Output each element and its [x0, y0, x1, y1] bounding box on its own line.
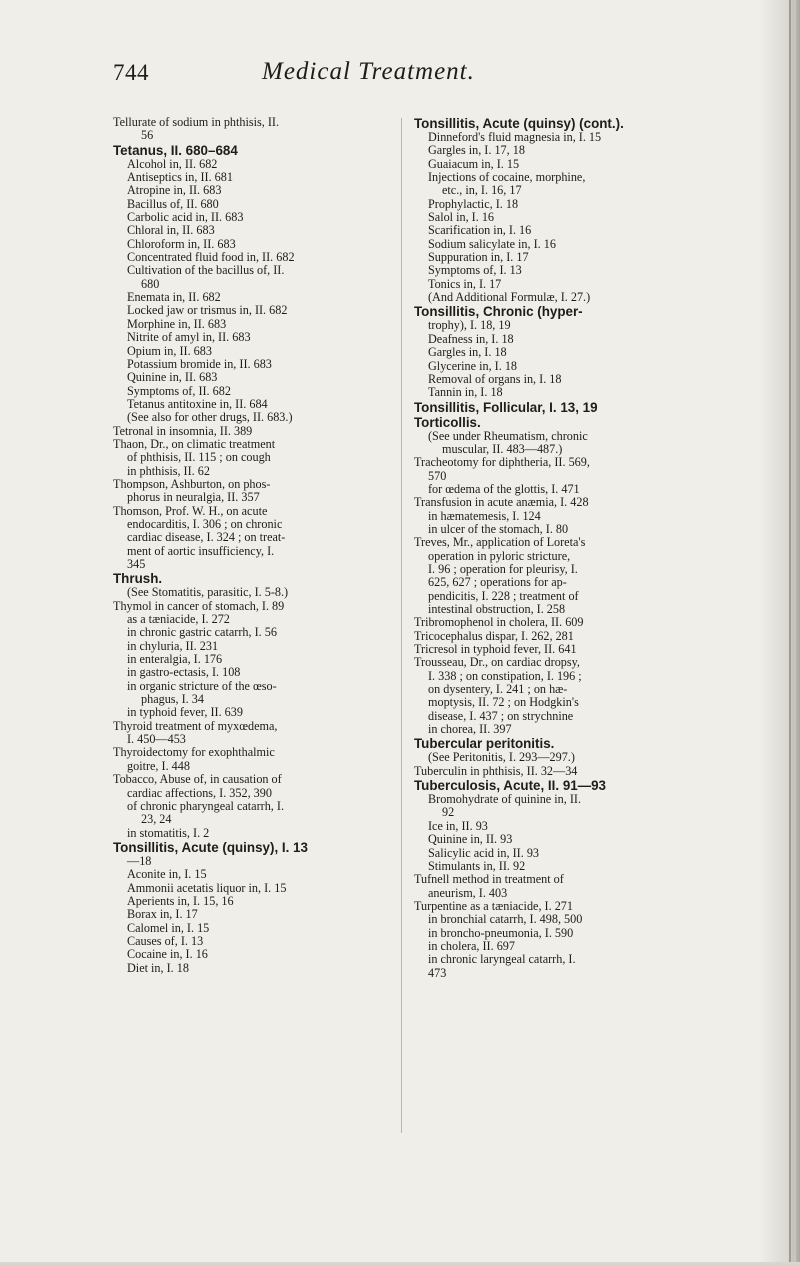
page-edge-line: [789, 0, 791, 1265]
index-entry: Cultivation of the bacillus of, II.: [127, 263, 285, 278]
index-entry: on dysentery, I. 241 ; on hæ-: [428, 682, 568, 697]
index-entry: moptysis, II. 72 ; on Hodgkin's: [428, 695, 579, 710]
index-entry: Stimulants in, II. 92: [428, 858, 526, 873]
index-heading: Thrush.: [113, 571, 163, 587]
index-column-left: [113, 116, 388, 975]
index-entry: Turpentine as a tæniacide, I. 271: [414, 898, 573, 913]
index-entry: Causes of, I. 13: [127, 933, 204, 948]
index-entry: Symptoms of, II. 682: [127, 383, 231, 398]
index-heading: Tetanus, II. 680–684: [113, 142, 238, 158]
index-entry: Tracheotomy for diphtheria, II. 569,: [414, 455, 590, 470]
index-entry: Aconite in, I. 15: [127, 867, 207, 882]
index-heading: Tonsillitis, Follicular, I. 13, 19: [414, 399, 598, 415]
index-entry: Nitrite of amyl in, II. 683: [127, 330, 251, 345]
index-entry: Carbolic acid in, II. 683: [127, 210, 244, 225]
index-entry: Ammonii acetatis liquor in, I. 15: [127, 880, 287, 895]
index-entry: 56: [141, 128, 154, 143]
index-entry: Gargles in, I. 18: [428, 345, 507, 360]
index-entry: ment of aortic insufficiency, I.: [127, 543, 275, 558]
index-entry: Thompson, Ashburton, on phos-: [113, 476, 271, 491]
index-entry: 473: [428, 965, 447, 980]
index-entry: Tellurate of sodium in phthisis, II.: [113, 115, 280, 129]
page-edge-line-outer: [794, 0, 796, 1265]
index-entry: Thaon, Dr., on climatic treatment: [113, 436, 276, 451]
index-entry: of chronic pharyngeal catarrh, I.: [127, 798, 285, 813]
index-entry: Scarification in, I. 16: [428, 223, 532, 238]
index-entry: as a tæniacide, I. 272: [127, 612, 230, 627]
index-entry: cardiac disease, I. 324 ; on treat-: [127, 530, 286, 545]
index-entry: I. 338 ; on constipation, I. 196 ;: [428, 668, 582, 683]
index-entry: Quinine in, II. 683: [127, 370, 218, 385]
index-entry: —18: [127, 853, 152, 868]
index-entry: (See under Rheumatism, chronic: [428, 428, 588, 443]
index-entry: Bromohydrate of quinine in, II.: [428, 792, 581, 807]
index-entry: Thyroidectomy for exophthalmic: [113, 745, 275, 760]
index-entry: in bronchial catarrh, I. 498, 500: [428, 912, 583, 927]
index-entry: of phthisis, II. 115 ; on cough: [127, 450, 271, 465]
running-head: Medical Treatment.: [262, 58, 475, 85]
column-divider: [401, 118, 402, 1133]
index-heading: Torticollis.: [414, 414, 481, 430]
index-entry: Thomson, Prof. W. H., on acute: [113, 503, 268, 518]
index-entry: Suppuration in, I. 17: [428, 250, 529, 265]
index-entry: Tricocephalus dispar, I. 262, 281: [414, 628, 574, 643]
index-entry: I. 96 ; operation for pleurisy, I.: [428, 561, 578, 576]
index-entry: Deafness in, I. 18: [428, 331, 514, 346]
index-entry: goitre, I. 448: [127, 758, 190, 773]
index-entry: Prophylactic, I. 18: [428, 196, 519, 211]
index-entry: Injections of cocaine, morphine,: [428, 170, 586, 185]
index-entry: 23, 24: [141, 812, 172, 827]
index-entry: Morphine in, II. 683: [127, 316, 227, 331]
index-entry: Antiseptics in, II. 681: [127, 170, 233, 185]
index-entry: Locked jaw or trismus in, II. 682: [127, 303, 288, 318]
index-entry: Enemata in, II. 682: [127, 290, 221, 305]
index-entry: in chronic laryngeal catarrh, I.: [428, 952, 576, 967]
index-entry: Tobacco, Abuse of, in causation of: [113, 772, 282, 787]
index-entry: Salicylic acid in, II. 93: [428, 845, 540, 860]
index-entry: Glycerine in, I. 18: [428, 358, 518, 373]
index-heading: Tonsillitis, Acute (quinsy) (cont.).: [414, 116, 624, 131]
index-entry: 570: [428, 468, 447, 483]
index-entry: Bacillus of, II. 680: [127, 196, 219, 211]
index-entry: (See also for other drugs, II. 683.): [127, 410, 293, 425]
index-entry: (See Peritonitis, I. 293—297.): [428, 750, 575, 765]
index-entry: Salol in, I. 16: [428, 210, 495, 225]
index-entry: Removal of organs in, I. 18: [428, 371, 562, 386]
index-entry: (See Stomatitis, parasitic, I. 5-8.): [127, 585, 289, 600]
index-entry: in stomatitis, I. 2: [127, 825, 210, 840]
index-entry: pendicitis, I. 228 ; treatment of: [428, 588, 579, 603]
index-column-right: [414, 116, 704, 980]
index-entry: in broncho-pneumonia, I. 590: [428, 925, 574, 940]
index-entry: Dinneford's fluid magnesia in, I. 15: [428, 130, 602, 144]
index-entry: in phthisis, II. 62: [127, 463, 210, 478]
index-entry: Chloroform in, II. 683: [127, 236, 236, 251]
index-entry: I. 450—453: [127, 732, 186, 747]
index-entry: operation in pyloric stricture,: [428, 548, 571, 563]
index-entry: 345: [127, 557, 146, 571]
index-entry: Thymol in cancer of stomach, I. 89: [113, 598, 285, 613]
index-entry: in ulcer of the stomach, I. 80: [428, 521, 569, 536]
index-entry: Tetanus antitoxine in, II. 684: [127, 396, 268, 411]
index-entry: in hæmatemesis, I. 124: [428, 508, 541, 523]
index-entry: Symptoms of, I. 13: [428, 263, 522, 278]
index-entry: etc., in, I. 16, 17: [442, 183, 522, 198]
index-entry: Chloral in, II. 683: [127, 223, 215, 238]
index-entry: Tricresol in typhoid fever, II. 641: [414, 642, 577, 657]
index-entry: Thyroid treatment of myxœdema,: [113, 718, 278, 733]
index-entry: in chronic gastric catarrh, I. 56: [127, 625, 277, 640]
index-entry: in typhoid fever, II. 639: [127, 705, 243, 720]
index-entry: in enteralgia, I. 176: [127, 652, 223, 667]
index-entry: Transfusion in acute anæmia, I. 428: [414, 495, 589, 510]
index-entry: in organic stricture of the œso-: [127, 678, 277, 693]
index-entry: Tetronal in insomnia, II. 389: [113, 423, 253, 438]
index-entry: disease, I. 437 ; on strychnine: [428, 708, 574, 723]
index-entry: in chorea, II. 397: [428, 722, 512, 737]
index-entry: Ice in, II. 93: [428, 818, 488, 833]
index-entry: cardiac affections, I. 352, 390: [127, 785, 272, 800]
index-entry: Quinine in, II. 93: [428, 832, 513, 847]
index-entry: endocarditis, I. 306 ; on chronic: [127, 516, 283, 531]
index-heading: Tuberculosis, Acute, II. 91—93: [414, 778, 606, 794]
index-entry: intestinal obstruction, I. 258: [428, 602, 566, 616]
index-entry: Guaiacum in, I. 15: [428, 156, 520, 171]
index-entry: in chyluria, II. 231: [127, 638, 219, 653]
index-entry: for œdema of the glottis, I. 471: [428, 481, 580, 496]
index-entry: Sodium salicylate in, I. 16: [428, 236, 556, 251]
index-heading: Tonsillitis, Chronic (hyper-: [414, 304, 583, 320]
index-entry: Tonics in, I. 17: [428, 276, 502, 291]
index-entry: phorus in neuralgia, II. 357: [127, 490, 260, 505]
index-heading: Tubercular peritonitis.: [414, 736, 555, 752]
index-entry: Gargles in, I. 17, 18: [428, 143, 525, 158]
index-entry: trophy), I. 18, 19: [428, 318, 511, 333]
index-entry: Potassium bromide in, II. 683: [127, 356, 272, 371]
index-entry: Alcohol in, II. 682: [127, 156, 218, 171]
index-entry: Trousseau, Dr., on cardiac dropsy,: [414, 655, 580, 670]
index-heading: Tonsillitis, Acute (quinsy), I. 13: [113, 839, 308, 855]
index-entry: Borax in, I. 17: [127, 907, 198, 922]
index-entry: Tribromophenol in cholera, II. 609: [414, 615, 584, 630]
index-entry: Tuberculin in phthisis, II. 32—34: [414, 763, 578, 778]
index-entry: (And Additional Formulæ, I. 27.): [428, 290, 591, 305]
index-entry: Aperients in, I. 15, 16: [127, 893, 234, 908]
index-entry: Concentrated fluid food in, II. 682: [127, 250, 295, 265]
index-entry: 92: [442, 805, 455, 820]
page-number: 744: [113, 60, 149, 85]
index-entry: Treves, Mr., application of Loreta's: [414, 535, 586, 550]
index-entry: Opium in, II. 683: [127, 343, 212, 358]
index-entry: Tufnell method in treatment of: [414, 872, 564, 887]
index-entry: muscular, II. 483—487.): [442, 441, 563, 456]
index-entry: 625, 627 ; operations for ap-: [428, 575, 567, 590]
index-entry: in cholera, II. 697: [428, 938, 515, 953]
index-entry: Cocaine in, I. 16: [127, 947, 208, 962]
index-entry: Tannin in, I. 18: [428, 385, 503, 400]
index-entry: Atropine in, II. 683: [127, 183, 222, 198]
index-entry: in gastro-ectasis, I. 108: [127, 665, 241, 680]
index-entry: Diet in, I. 18: [127, 960, 189, 975]
index-entry: Calomel in, I. 15: [127, 920, 210, 935]
index-entry: 680: [141, 276, 160, 291]
index-entry: phagus, I. 34: [141, 692, 204, 707]
index-entry: aneurism, I. 403: [428, 885, 508, 900]
